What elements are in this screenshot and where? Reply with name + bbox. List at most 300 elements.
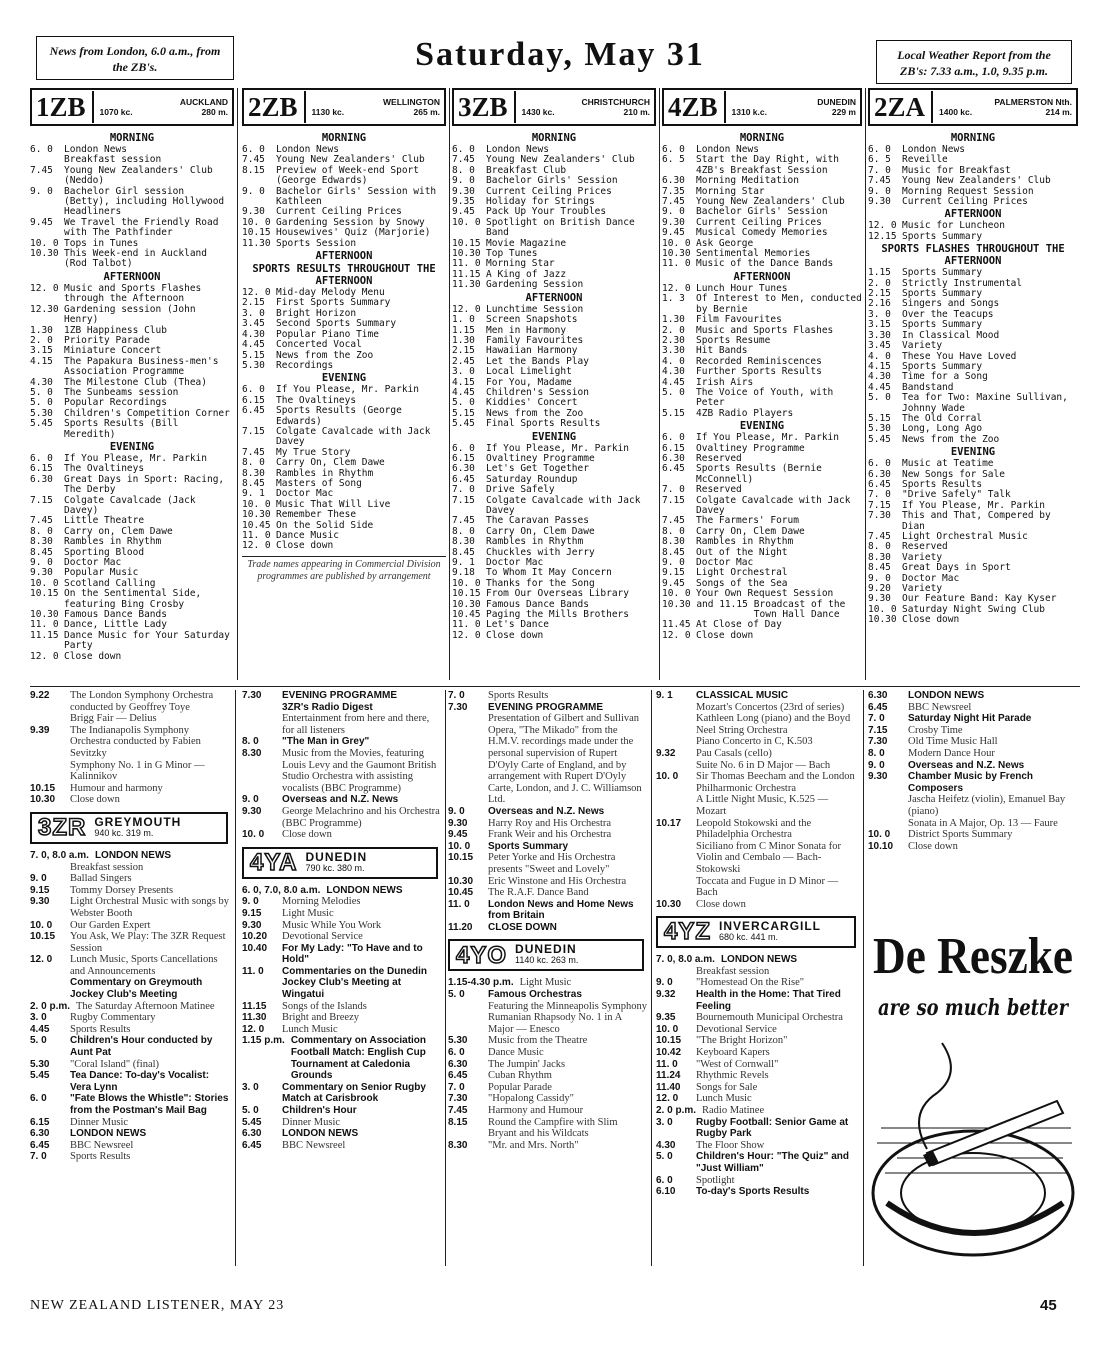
programme-title: Chuckles with Jerry bbox=[486, 546, 595, 558]
programme-item bbox=[242, 187, 446, 208]
programme-time: 10. 0 bbox=[452, 577, 481, 589]
programme-time: 10.30 bbox=[448, 875, 474, 887]
programme-title: Light Orchestral Music bbox=[902, 531, 1028, 542]
programme-title: Siciliano from C Minor Sonata for Violin and Cembalo — Bach-Stokowski bbox=[696, 840, 841, 875]
programme-title: Bachelor Girls' Session bbox=[486, 175, 618, 187]
programme-time: 9.30 bbox=[868, 771, 888, 783]
programme-time: 12. 0 bbox=[662, 282, 691, 294]
programme-title: Entertainment from here and there, for all listeners bbox=[282, 713, 430, 736]
programme-item bbox=[448, 806, 648, 818]
programme-time bbox=[448, 1012, 488, 1035]
programme-time: 4.15 bbox=[452, 376, 475, 388]
programme-item bbox=[30, 1035, 232, 1058]
programme-title: LONDON NEWS bbox=[720, 954, 798, 966]
programme-title: Sports Results bbox=[70, 1023, 131, 1035]
programme-title: Close down bbox=[486, 629, 544, 641]
programme-time: 6.30 bbox=[662, 175, 685, 187]
column-rule bbox=[659, 88, 660, 680]
programme-item bbox=[662, 433, 862, 443]
programme-time: 10. 0 bbox=[868, 603, 897, 615]
programme-title: Your Own Request Session bbox=[696, 588, 834, 600]
programme-time: 4. 0 bbox=[868, 350, 891, 362]
programme-title: Morning Melodies bbox=[282, 896, 361, 908]
programme-time: 12. 0 bbox=[242, 287, 271, 299]
programme-title: Colgate Cavalcade with Jack Davey bbox=[276, 425, 431, 448]
programme-time: 9.30 bbox=[30, 567, 53, 579]
programme-title: Rambles in Rhythm bbox=[276, 467, 374, 479]
programme-title: Sporting Blood bbox=[64, 546, 145, 558]
programme-title: London News and Home News from Britain bbox=[488, 898, 634, 922]
programme-title: London News bbox=[902, 144, 965, 155]
programme-time: 6.15 bbox=[452, 452, 475, 464]
station-info bbox=[719, 921, 821, 943]
programme-title: BBC Newsreel bbox=[70, 1139, 134, 1151]
programme-title: Sentimental Memories bbox=[696, 248, 811, 260]
programme-item bbox=[242, 943, 442, 966]
programme-time: 11.30 bbox=[242, 237, 271, 249]
station-frequency bbox=[522, 107, 650, 117]
programme-item bbox=[656, 1012, 860, 1024]
programme-time: 9. 0 bbox=[242, 185, 265, 197]
programme-title: Sports Results (George Edwards) bbox=[276, 405, 402, 427]
programme-item bbox=[662, 294, 862, 315]
section-divider bbox=[30, 686, 1080, 687]
programme-item bbox=[656, 1070, 860, 1082]
programme-title: If You Please, Mr. Parkin bbox=[902, 499, 1045, 511]
programme-time bbox=[656, 841, 696, 876]
station-city: PALMERSTON Nth. bbox=[994, 97, 1072, 107]
programme-item bbox=[452, 218, 656, 239]
programme-item bbox=[242, 713, 442, 736]
programme-time: 3.45 bbox=[242, 318, 265, 330]
programme-title: Sports Resume bbox=[696, 334, 771, 346]
programme-item bbox=[868, 542, 1078, 552]
programme-title: George Melachrino and his Orchestra (BBC Programme) bbox=[282, 805, 440, 829]
station-frequency: 680 kc. 441 m. bbox=[719, 932, 779, 943]
station-kc: 1070 kc. bbox=[99, 107, 133, 117]
programme-title: News from the Zoo bbox=[486, 407, 584, 419]
programme-title: Second Sports Summary bbox=[276, 318, 397, 330]
programme-item bbox=[30, 652, 234, 662]
programme-time bbox=[448, 1001, 488, 1013]
programme-time bbox=[868, 794, 908, 817]
programme-title: Sports Summary bbox=[902, 288, 983, 300]
programme-item bbox=[242, 1128, 442, 1140]
station-city: GREYMOUTH bbox=[94, 814, 182, 829]
programme-time: 6. 0 bbox=[30, 144, 53, 155]
programme-item bbox=[868, 532, 1078, 542]
programme-item bbox=[448, 690, 648, 702]
programme-item bbox=[448, 852, 648, 875]
programme-time: 2.30 bbox=[662, 334, 685, 346]
programme-time: 6.45 bbox=[868, 701, 888, 713]
programme-title: Sports Session bbox=[276, 237, 357, 249]
section-heading: AFTERNOON bbox=[944, 208, 1002, 221]
programme-title: District Sports Summary bbox=[908, 829, 1013, 841]
programme-title: Brigg Fair — Delius bbox=[70, 713, 157, 725]
programme-time: 10.45 bbox=[452, 609, 481, 621]
programme-title: Variety bbox=[902, 583, 943, 595]
programme-title: Children's Hour bbox=[282, 1105, 357, 1116]
programme-title: To-day's Sports Results bbox=[696, 1186, 810, 1198]
programme-time: 9.45 bbox=[448, 829, 468, 841]
programme-title: On the Sentimental Side, featuring Bing Crosby bbox=[64, 588, 202, 610]
programme-title: "Mr. and Mrs. North" bbox=[488, 1139, 579, 1151]
programme-title: Children's Hour: "The Quiz" and "Just William" bbox=[696, 1151, 849, 1174]
programme-item bbox=[30, 783, 232, 795]
programme-title: Sports Results bbox=[488, 690, 549, 701]
station-column-2zb bbox=[242, 88, 446, 680]
station-city: DUNEDIN bbox=[515, 942, 577, 957]
programme-time: 9. 0 bbox=[868, 185, 891, 197]
programme-time: 6.30 bbox=[242, 1128, 262, 1140]
programme-item bbox=[662, 548, 862, 558]
station-info bbox=[100, 97, 228, 117]
station-kc: 1400 kc. bbox=[939, 107, 973, 117]
programme-time: 7.45 bbox=[30, 164, 53, 176]
programme-title: Dance Music bbox=[276, 530, 339, 541]
section-heading: EVENING bbox=[109, 440, 155, 453]
programme-time: 10.15 bbox=[452, 588, 481, 600]
programme-time: 9.30 bbox=[868, 196, 891, 208]
station-frequency: 940 kc. 319 m. bbox=[94, 827, 154, 838]
programme-time: 7. 0 bbox=[868, 164, 891, 176]
programme-title: If You Please, Mr. Parkin bbox=[486, 442, 629, 454]
station-callsign: 2ZA bbox=[874, 91, 933, 123]
programme-time: 9. 0 bbox=[868, 572, 891, 584]
programme-time: 10.30 bbox=[656, 898, 682, 910]
programme-title: London News bbox=[64, 144, 127, 155]
programme-title: Final Sports Results bbox=[486, 418, 601, 430]
programme-time: 7.30 bbox=[448, 1093, 468, 1105]
programme-item bbox=[452, 496, 656, 517]
programme-time: 1.30 bbox=[662, 314, 685, 326]
programme-title: Colgate Cavalcade with Jack Davey bbox=[486, 494, 641, 516]
programme-item bbox=[30, 589, 234, 610]
programme-title: Doctor Mac bbox=[276, 488, 334, 500]
programme-title: Miniature Concert bbox=[64, 345, 162, 357]
programme-time: 10.15 bbox=[30, 782, 56, 794]
programme-time: 3.15 bbox=[868, 319, 891, 331]
programme-time: 11.15 bbox=[242, 1000, 267, 1012]
programme-time: 9. 0 bbox=[662, 557, 685, 569]
station-info bbox=[305, 849, 368, 874]
programme-title: Sports Summary bbox=[902, 360, 983, 372]
programme-time: 9.30 bbox=[242, 919, 262, 931]
programme-title: Gardening session (John Henry) bbox=[64, 303, 196, 326]
programme-title: The Floor Show bbox=[696, 1139, 765, 1151]
programme-time: 10.15 bbox=[242, 227, 271, 239]
programme-time: 7.45 bbox=[448, 1105, 468, 1116]
programme-time: 9.30 bbox=[242, 805, 262, 817]
programme-title: Paging the Mills Brothers bbox=[486, 609, 629, 621]
section-heading: AFTERNOON bbox=[103, 270, 161, 283]
station-kc: 1310 k.c. bbox=[731, 107, 767, 117]
programme-item bbox=[448, 1117, 648, 1140]
programme-item bbox=[868, 702, 1080, 714]
programme-title: Music for Breakfast bbox=[902, 164, 1011, 176]
programme-time: 9.15 bbox=[242, 907, 262, 919]
programme-time: 6.30 bbox=[868, 468, 891, 480]
programme-time: 10. 0 bbox=[452, 216, 481, 228]
programme-item bbox=[242, 966, 442, 1001]
station-city: DUNEDIN bbox=[305, 849, 368, 864]
programme-time: 8.45 bbox=[30, 546, 53, 558]
station-info bbox=[94, 814, 182, 839]
programme-item bbox=[448, 841, 648, 853]
station-info bbox=[312, 97, 440, 117]
programme-time: 7.30 bbox=[868, 736, 888, 748]
station-column-1zb bbox=[30, 88, 234, 680]
programme-title: Further Sports Results bbox=[696, 366, 822, 378]
programme-item bbox=[868, 725, 1080, 737]
programme-title: Gardening Session bbox=[486, 279, 584, 291]
programme-title: Piano Concerto in C, K.503 bbox=[696, 736, 813, 748]
programme-title: Peter Yorke and His Orchestra presents "Sweet and Lovely" bbox=[488, 852, 616, 875]
programme-item bbox=[242, 239, 446, 249]
programme-title: Rambles in Rhythm bbox=[696, 536, 794, 548]
programme-title: Carry On, Clem Dawe bbox=[696, 525, 805, 537]
programme-title: Sir Thomas Beecham and the London Philharmonic Orchestra bbox=[696, 771, 855, 794]
programme-title: Screen Snapshots bbox=[486, 314, 578, 326]
programme-title: Light Orchestral Music with songs by Webster Booth bbox=[70, 896, 229, 919]
programme-item bbox=[656, 702, 860, 714]
programme-time: 6. 0 bbox=[656, 1174, 673, 1186]
station-city: INVERCARGILL bbox=[719, 919, 822, 934]
programme-title: Long, Long Ago bbox=[902, 423, 983, 435]
programme-time: 9.45 bbox=[662, 227, 685, 239]
programme-title: Reserved bbox=[902, 541, 948, 553]
programme-title: Presentation of Gilbert and Sullivan Opera, "The Mikado" from the H.M.V. recordings made under the personal supervision of Rupert D'Oyly Carte of England, and by arrangement with Rupert D'Oyly Carte, London, and J. C. Williamson Ltd. bbox=[488, 713, 642, 806]
programme-time: 10.30 bbox=[30, 794, 56, 806]
programme-item bbox=[242, 690, 442, 702]
programme-item bbox=[30, 920, 232, 932]
programme-title: Film Favourites bbox=[696, 314, 782, 326]
programme-time bbox=[656, 966, 696, 978]
programme-title: Morning Star bbox=[486, 258, 555, 270]
ad-slogan: are so much better bbox=[878, 995, 1070, 1021]
programme-title: Symphony No. 1 in G Minor — Kalinnikov bbox=[70, 759, 205, 783]
programme-item bbox=[30, 166, 234, 187]
programme-title: Bachelor Girls' Session with Kathleen bbox=[276, 185, 437, 208]
programme-item bbox=[242, 702, 442, 714]
programme-item bbox=[452, 620, 656, 630]
programme-time: 4.30 bbox=[242, 328, 265, 340]
station-metres: 229 m bbox=[831, 107, 856, 117]
programme-time: 6. 0, 7.0, 8.0 a.m. bbox=[242, 884, 321, 896]
programme-title: "Coral Island" (final) bbox=[70, 1058, 160, 1070]
programme-title: The Sunbeams session bbox=[64, 386, 179, 398]
programme-item bbox=[30, 1001, 232, 1013]
programme-item bbox=[30, 187, 234, 218]
programme-time bbox=[30, 977, 70, 1000]
programme-time: 6.45 bbox=[662, 463, 685, 475]
programme-title: Frank Weir and his Orchestra bbox=[488, 829, 612, 841]
programme-time: 10.17 bbox=[656, 817, 682, 829]
programme-item bbox=[662, 336, 862, 346]
programme-item bbox=[30, 1128, 232, 1140]
programme-time bbox=[448, 713, 488, 806]
programme-item bbox=[242, 340, 446, 350]
programme-title: Reserved bbox=[696, 452, 742, 464]
programme-item bbox=[448, 977, 648, 989]
programme-time: 5. 0 bbox=[662, 386, 685, 398]
programme-title: Devotional Service bbox=[696, 1023, 777, 1035]
programme-title: Drive Safely bbox=[486, 484, 555, 496]
news-note-text: News from London, 6.0 a.m., from the ZB's. bbox=[49, 44, 221, 74]
programme-time: 6.45 bbox=[242, 405, 265, 417]
station-city: AUCKLAND bbox=[179, 97, 228, 107]
programme-title: Ovaltiney Programme bbox=[486, 452, 595, 464]
programme-time: 4.30 bbox=[662, 366, 685, 378]
programme-time: 2.15 bbox=[452, 345, 475, 357]
station-logo-box bbox=[30, 812, 228, 844]
programme-title: Time for a Song bbox=[902, 371, 988, 383]
programme-title: Music and Sports Flashes bbox=[696, 324, 834, 336]
programme-item bbox=[242, 166, 446, 187]
programme-title: Sports Summary bbox=[902, 319, 983, 331]
programme-title: Out of the Night bbox=[696, 546, 788, 558]
programme-time: 7.45 bbox=[242, 446, 265, 458]
station-frequency: 1140 kc. 263 m. bbox=[515, 955, 579, 966]
programme-time: 7. 0 bbox=[30, 1151, 47, 1163]
programme-title: In Classical Mood bbox=[902, 329, 1000, 341]
programme-item bbox=[662, 600, 862, 621]
programme-time: 11. 0 bbox=[242, 965, 264, 977]
page-number: 45 bbox=[1040, 1297, 1057, 1314]
programme-time: 10.20 bbox=[242, 931, 268, 943]
programme-item bbox=[30, 1140, 232, 1152]
programme-title: Local Limelight bbox=[486, 366, 572, 378]
programme-time: 6. 5 bbox=[868, 154, 891, 166]
programme-title: Sports Summary bbox=[488, 840, 569, 852]
programme-item bbox=[452, 610, 656, 620]
programme-title: Eric Winstone and His Orchestra bbox=[488, 875, 627, 887]
programme-time: 8.45 bbox=[242, 477, 265, 489]
programme-time: 7. 0 bbox=[448, 1081, 465, 1093]
station-info bbox=[515, 944, 578, 966]
programme-time: 3.45 bbox=[868, 340, 891, 352]
programme-title: Young New Zealanders' Club (Neddo) bbox=[64, 164, 213, 187]
programme-title: Of Interest to Men, conducted by Bernie bbox=[696, 293, 862, 315]
programme-item bbox=[868, 331, 1078, 341]
programme-title: LONDON NEWS bbox=[326, 884, 403, 896]
programme-item bbox=[30, 1059, 232, 1071]
programme-item bbox=[662, 444, 862, 454]
programme-title: Devotional Service bbox=[282, 931, 363, 943]
programme-time: 4.45 bbox=[868, 381, 891, 393]
programme-time: 9. 1 bbox=[242, 488, 265, 500]
programme-item bbox=[656, 876, 860, 899]
programme-time: 2.15 bbox=[868, 288, 891, 300]
programme-item bbox=[30, 305, 234, 326]
programme-title: Bright and Breezy bbox=[282, 1012, 359, 1024]
station-callsign: 4YA bbox=[250, 848, 298, 876]
programme-time: 9.35 bbox=[452, 196, 475, 208]
station-callsign: 4ZB bbox=[668, 91, 726, 123]
programme-title: Young New Zealanders' Club bbox=[902, 175, 1051, 187]
programme-title: Sports Results (Bernie McConnell) bbox=[696, 463, 822, 485]
programme-item bbox=[30, 1012, 232, 1024]
programme-title: Ask George bbox=[696, 237, 754, 249]
programme-item bbox=[656, 1024, 860, 1036]
programme-title: Young New Zealanders' Club bbox=[696, 196, 845, 208]
station-callsign: 3ZB bbox=[458, 91, 516, 123]
programme-item bbox=[656, 1117, 860, 1140]
programme-item bbox=[656, 966, 860, 978]
programme-title: Remember These bbox=[276, 509, 357, 521]
programme-time: 11.15 bbox=[452, 268, 481, 280]
weather-note-text: Local Weather Report from the ZB's: 7.33 a.m., 1.0, 9.35 p.m. bbox=[897, 48, 1051, 78]
programme-title: Tommy Dorsey Presents bbox=[70, 884, 174, 896]
programme-title: A Little Night Music, K.525 — Mozart bbox=[696, 794, 829, 817]
programme-item bbox=[662, 367, 862, 377]
programme-title: The Farmers' Forum bbox=[696, 515, 799, 527]
programme-item bbox=[662, 388, 862, 409]
station-frequency bbox=[100, 107, 228, 117]
programme-time: 8.45 bbox=[868, 562, 891, 574]
programme-title: Crosby Time bbox=[908, 724, 963, 736]
programme-time: 11.15 bbox=[30, 629, 59, 641]
programme-time: 6. 0 bbox=[242, 144, 265, 155]
programme-title: The Indianapolis Symphony Orchestra conducted by Fabien Sevitzky bbox=[70, 724, 201, 759]
programme-title: My True Story bbox=[276, 446, 351, 458]
programme-title: Thanks for the Song bbox=[486, 577, 595, 589]
programme-item bbox=[242, 531, 446, 541]
programme-item bbox=[242, 806, 442, 829]
programme-item bbox=[868, 145, 1078, 155]
programme-item bbox=[452, 280, 656, 290]
programme-item bbox=[452, 548, 656, 558]
programme-time bbox=[656, 794, 696, 817]
programme-time: 6.30 bbox=[868, 690, 888, 701]
programme-title: Bright Horizon bbox=[276, 307, 357, 319]
programme-item bbox=[448, 1105, 648, 1117]
programme-title: Let's Get Together bbox=[486, 463, 589, 475]
programme-item bbox=[30, 931, 232, 954]
programme-title: This Week-end in Auckland (Rod Talbot) bbox=[64, 248, 207, 270]
station-metres: 214 m. bbox=[1045, 107, 1072, 117]
programme-time: 10. 0 bbox=[30, 577, 59, 589]
programme-item bbox=[868, 713, 1080, 725]
programme-item bbox=[242, 1140, 442, 1152]
programme-time: 8. 0 bbox=[242, 457, 265, 469]
programme-time: 8.30 bbox=[242, 467, 265, 479]
programme-title: If You Please, Mr. Parkin bbox=[696, 432, 839, 444]
programme-time: 7.45 bbox=[662, 515, 685, 527]
programme-title: Current Ceiling Prices bbox=[276, 206, 402, 218]
programme-time: 3. 0 bbox=[452, 366, 475, 378]
programme-item bbox=[242, 1117, 442, 1129]
programme-time: 10.45 bbox=[448, 887, 474, 899]
programme-time: 10. 0 bbox=[448, 840, 471, 852]
programme-time: 9. 0 bbox=[448, 805, 465, 817]
programme-title: Recorded Reminiscences bbox=[696, 355, 822, 367]
programme-title: At Close of Day bbox=[696, 619, 782, 631]
programme-time: 7.15 bbox=[242, 425, 265, 437]
programme-title: "Hopalong Cassidy" bbox=[488, 1093, 574, 1105]
programme-item bbox=[662, 155, 862, 176]
programme-time bbox=[656, 876, 696, 899]
programme-time: 10. 0 bbox=[662, 588, 691, 600]
programme-title: On the Solid Side bbox=[276, 519, 374, 531]
programme-item bbox=[30, 1024, 232, 1036]
programme-time: 8. 0 bbox=[868, 541, 891, 553]
programme-title: EVENING PROGRAMME bbox=[488, 701, 604, 713]
station-logo-box bbox=[448, 939, 644, 971]
column-rule bbox=[865, 88, 866, 680]
programme-time: 10. 0 bbox=[868, 829, 891, 841]
